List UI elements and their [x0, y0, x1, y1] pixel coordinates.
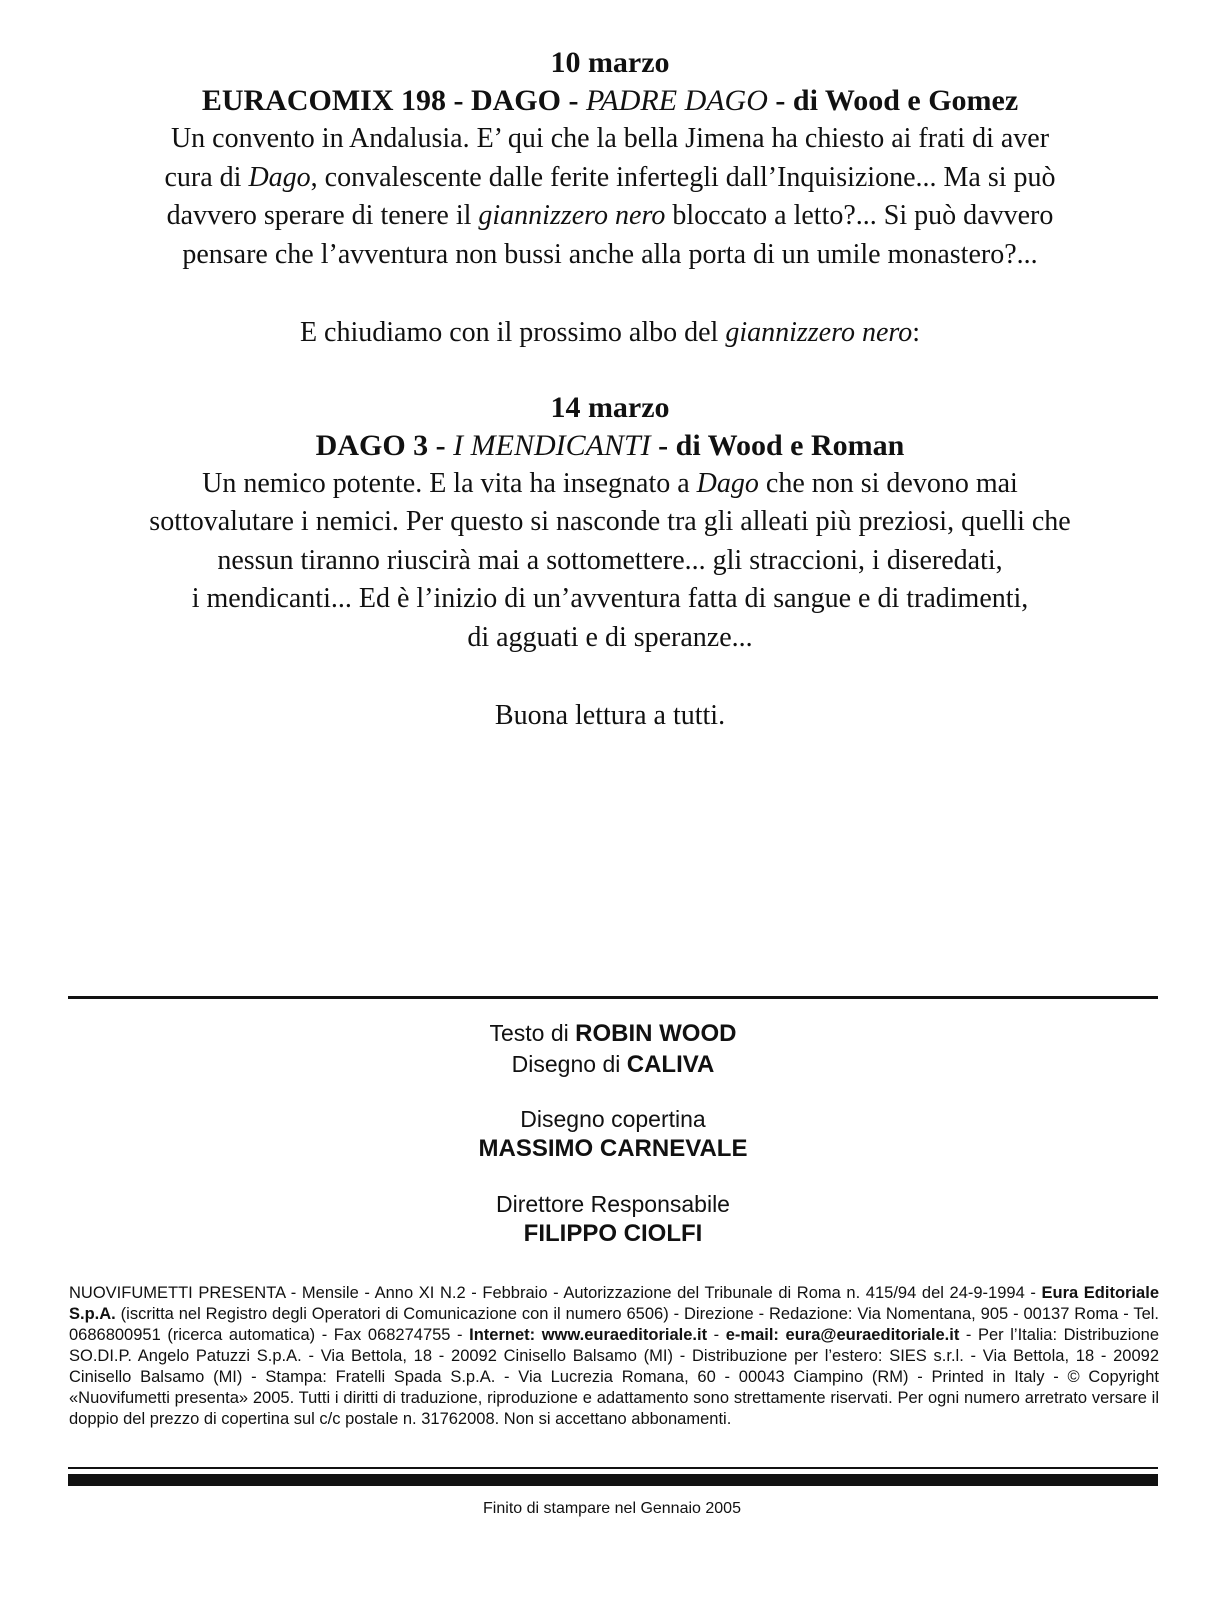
footer-rule-thick: [68, 1474, 1158, 1486]
credit-drawing: [68, 1049, 1158, 1080]
imprint-part-3: -: [707, 1326, 726, 1344]
article: [60, 44, 1160, 736]
issue-title-1-series: EURACOMIX 198 - DAGO -: [201, 84, 586, 117]
description-1-line: [60, 197, 1160, 236]
issue-title-1: [60, 82, 1160, 120]
credit-cover-label: Disegno copertina: [520, 1106, 706, 1132]
intro-line-emphasis: giannizzero nero: [725, 317, 913, 348]
intro-line: [60, 314, 1160, 353]
imprint-website: Internet: www.euraeditoriale.it: [469, 1326, 708, 1344]
description-1-emphasis: giannizzero nero: [478, 200, 666, 231]
print-date-footer: Finito di stampare nel Gennaio 2005: [483, 1500, 741, 1517]
imprint-part-1: NUOVIFUMETTI PRESENTA - Mensile - Anno XI N.2 - Febbraio - Autorizzazione del Tribunale di Roma n. 415/94 del 24-9-1994 -: [69, 1284, 1042, 1302]
credit-text-name: ROBIN WOOD: [575, 1020, 737, 1047]
description-1-text: cura di: [164, 161, 249, 193]
credit-cover-name: MASSIMO CARNEVALE: [478, 1135, 748, 1162]
divider-rule: [68, 996, 1158, 999]
imprint-part-4: - Per l’Italia: Distribuzione SO.DI.P. Angelo Patuzzi S.p.A. - Via Bettola, 18 - 20092 Cinisello Balsamo (MI) - Distribuzione per l’estero: SIES s.r.l. - Via Bettola, 18 - 20092 Cinisello Balsamo (MI) - Stampa: Fratelli Spada S.p.A. - Via Lucrezia Romana, 60 - 00043 Ciampino (RM) - Printed in Italy - © Copyright «Nuovifumetti presenta» 2005. Tutti i diritti di traduzione, riproduzione e adattamento sono strettamente riservati. Per ogni numero arretrato versare il doppio del prezzo di copertina sul c/c postale n. 31762008. Non si accettano abbonamenti.: [69, 1326, 1159, 1428]
credit-text-label: Testo di: [489, 1020, 576, 1046]
description-1-emphasis: Dago: [248, 161, 311, 193]
description-1-text: Un convento in Andalusia. E’ qui che la bella Jimena ha chiesto ai frati di aver: [170, 123, 1050, 154]
credit-director-label: Direttore Responsabile: [496, 1191, 730, 1217]
description-2-line: [60, 580, 1160, 619]
credits: [68, 1018, 1158, 1274]
credit-drawing-name: CALIVA: [626, 1051, 715, 1078]
description-2-text: i mendicanti... Ed è l’inizio di un’avventura fatta di sangue e di tradimenti,: [191, 583, 1029, 614]
description-1-text: bloccato a letto?... Si può davvero: [665, 200, 1054, 231]
issue-date-2: 14 marzo: [550, 390, 670, 424]
intro-line-text: E chiudiamo con il prossimo albo del: [299, 317, 726, 348]
credit-text: [68, 1018, 1158, 1049]
issue-title-2: [60, 427, 1160, 465]
issue-title-1-name: PADRE DAGO: [585, 84, 768, 117]
credit-director-name: FILIPPO CIOLFI: [523, 1220, 703, 1247]
imprint-part-2: (iscritta nel Registro degli Operatori di Comunicazione con il numero 6506) - Direzione - Redazione: Via Nomentana, 905 - 00137 Roma - Tel. 0686800951 (ricerca automatica) - Fax 068274755 -: [69, 1305, 1159, 1344]
imprint-email: e-mail: eura@euraeditoriale.it: [725, 1326, 960, 1344]
imprint-publisher: Eura Editoriale S.p.A.: [69, 1284, 1159, 1323]
credit-drawing-label: Disegno di: [511, 1051, 627, 1077]
footer-rule-thin: [68, 1467, 1158, 1469]
issue-date-1: 10 marzo: [550, 46, 670, 79]
description-2-line: [60, 465, 1160, 504]
description-1-line: [60, 159, 1160, 198]
description-2-text: nessun tiranno riuscirà mai a sottomettere... gli straccioni, i diseredati,: [217, 544, 1003, 576]
credits-director: [68, 1189, 1158, 1249]
description-2-text: di agguati e di speranze...: [467, 621, 753, 653]
intro-line-colon: :: [912, 317, 921, 348]
description-2-text: Un nemico potente. E la vita ha insegnato a: [202, 467, 697, 499]
description-2-line: [60, 619, 1160, 658]
description-1-text: davvero sperare di tenere il: [166, 200, 479, 231]
closing-line: Buona lettura a tutti.: [494, 700, 726, 731]
publisher-imprint: [69, 1283, 1159, 1430]
issue-title-1-authors: - di Wood e Gomez: [767, 84, 1019, 117]
issue-title-2-series: DAGO 3 -: [315, 428, 454, 462]
description-2-emphasis: Dago: [696, 467, 759, 499]
credits-authors: [68, 1018, 1158, 1080]
description-2-line: [60, 503, 1160, 542]
issue-description-1: [60, 120, 1160, 274]
credits-cover: [68, 1104, 1158, 1164]
description-1-line: [60, 236, 1160, 275]
description-2-line: [60, 542, 1160, 581]
description-2-text: sottovalutare i nemici. Per questo si nasconde tra gli alleati più preziosi, quelli che: [149, 506, 1071, 537]
issue-title-2-name: I MENDICANTI: [453, 428, 651, 462]
description-1-text: , convalescente dalle ferite infertegli dall’Inquisizione... Ma si può: [310, 161, 1056, 193]
description-1-text: pensare che l’avventura non bussi anche alla porta di un umile monastero?...: [182, 238, 1038, 270]
description-1-line: [60, 120, 1160, 159]
description-2-text: che non si devono mai: [758, 467, 1018, 499]
issue-description-2: [60, 465, 1160, 658]
issue-title-2-authors: - di Wood e Roman: [650, 428, 905, 462]
